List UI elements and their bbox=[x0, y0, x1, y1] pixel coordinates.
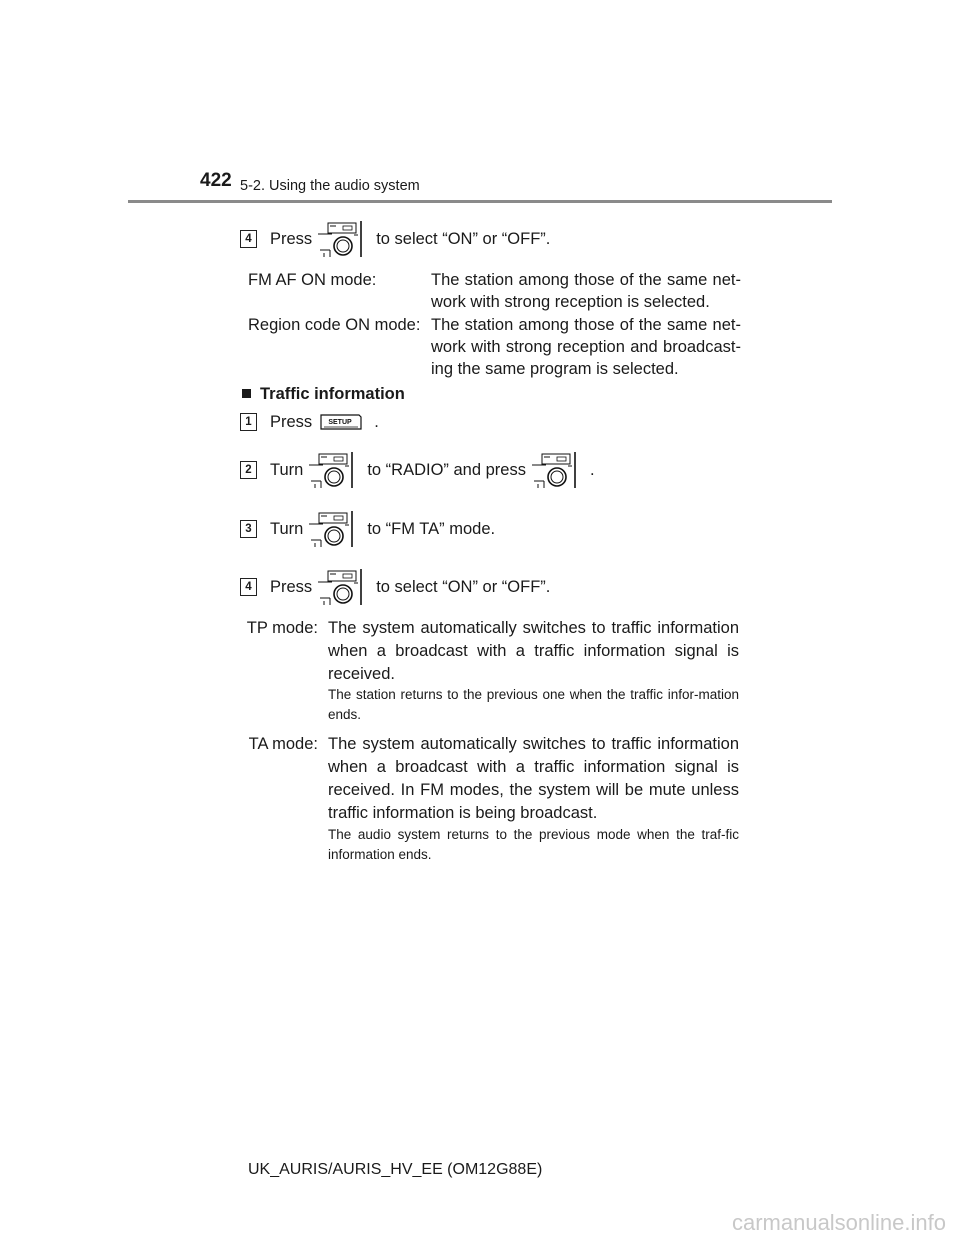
header-rule bbox=[128, 200, 832, 203]
step-number: 4 bbox=[240, 230, 257, 248]
step-1 bbox=[240, 403, 379, 441]
step-number: 1 bbox=[240, 413, 257, 431]
step-text: to “FM TA” mode. bbox=[367, 519, 496, 538]
mode-label: TP mode: bbox=[246, 619, 318, 637]
step-text: Press bbox=[270, 577, 313, 596]
tune-select-knob-icon bbox=[309, 451, 353, 489]
watermark: carmanualsonline.info bbox=[731, 1210, 946, 1235]
step-text: . bbox=[589, 460, 595, 479]
step-text: to select “ON” or “OFF”. bbox=[376, 577, 551, 596]
section-title: 5-2. Using the audio system bbox=[240, 178, 420, 194]
step-2 bbox=[240, 451, 595, 489]
mode-label: Region code ON mode: bbox=[248, 316, 421, 334]
mode-description: The system automatically switches to traffic information when a broadcast with a traffic information signal is received. In FM modes, the system will be mute unless traffic information is being broadcast. bbox=[328, 735, 739, 822]
mode-description: The station among those of the same net-work with strong reception is selected. bbox=[431, 271, 741, 311]
footer-model: UK_AURIS/AURIS_HV_EE (OM12G88E) bbox=[248, 1161, 543, 1178]
step-4 bbox=[240, 568, 550, 606]
tune-select-knob-icon bbox=[309, 510, 353, 548]
step-4-top bbox=[240, 220, 550, 258]
tune-select-knob-icon bbox=[318, 568, 362, 606]
mode-note: The station returns to the previous one when the traffic infor-mation ends. bbox=[328, 687, 739, 722]
setup-button-icon bbox=[320, 413, 362, 431]
step-text: . bbox=[374, 412, 379, 431]
step-number: 2 bbox=[240, 461, 257, 479]
bullet-square-icon bbox=[242, 389, 251, 398]
step-text: Press bbox=[270, 229, 313, 248]
step-3 bbox=[240, 510, 495, 548]
step-text: to “RADIO” and press bbox=[367, 460, 526, 479]
step-number: 3 bbox=[240, 520, 257, 538]
mode-description: The system automatically switches to traffic information when a broadcast with a traffic information signal is received. bbox=[328, 619, 739, 683]
mode-label: TA mode: bbox=[248, 735, 318, 753]
step-text: Press bbox=[270, 412, 313, 431]
mode-description: The station among those of the same net-work with strong reception and broadcast-ing the same program is selected. bbox=[431, 316, 741, 378]
tune-select-knob-icon bbox=[318, 220, 362, 258]
step-number: 4 bbox=[240, 578, 257, 596]
subheading bbox=[242, 385, 405, 404]
step-text: Turn bbox=[270, 460, 304, 479]
step-text: to select “ON” or “OFF”. bbox=[376, 229, 551, 248]
subheading-text: Traffic information bbox=[260, 385, 405, 403]
page-number: 422 bbox=[200, 170, 232, 191]
mode-note: The audio system returns to the previous mode when the traf-fic information ends. bbox=[328, 827, 739, 862]
tune-select-knob-icon bbox=[532, 451, 576, 489]
mode-label: FM AF ON mode: bbox=[248, 271, 377, 289]
step-text: Turn bbox=[270, 519, 304, 538]
